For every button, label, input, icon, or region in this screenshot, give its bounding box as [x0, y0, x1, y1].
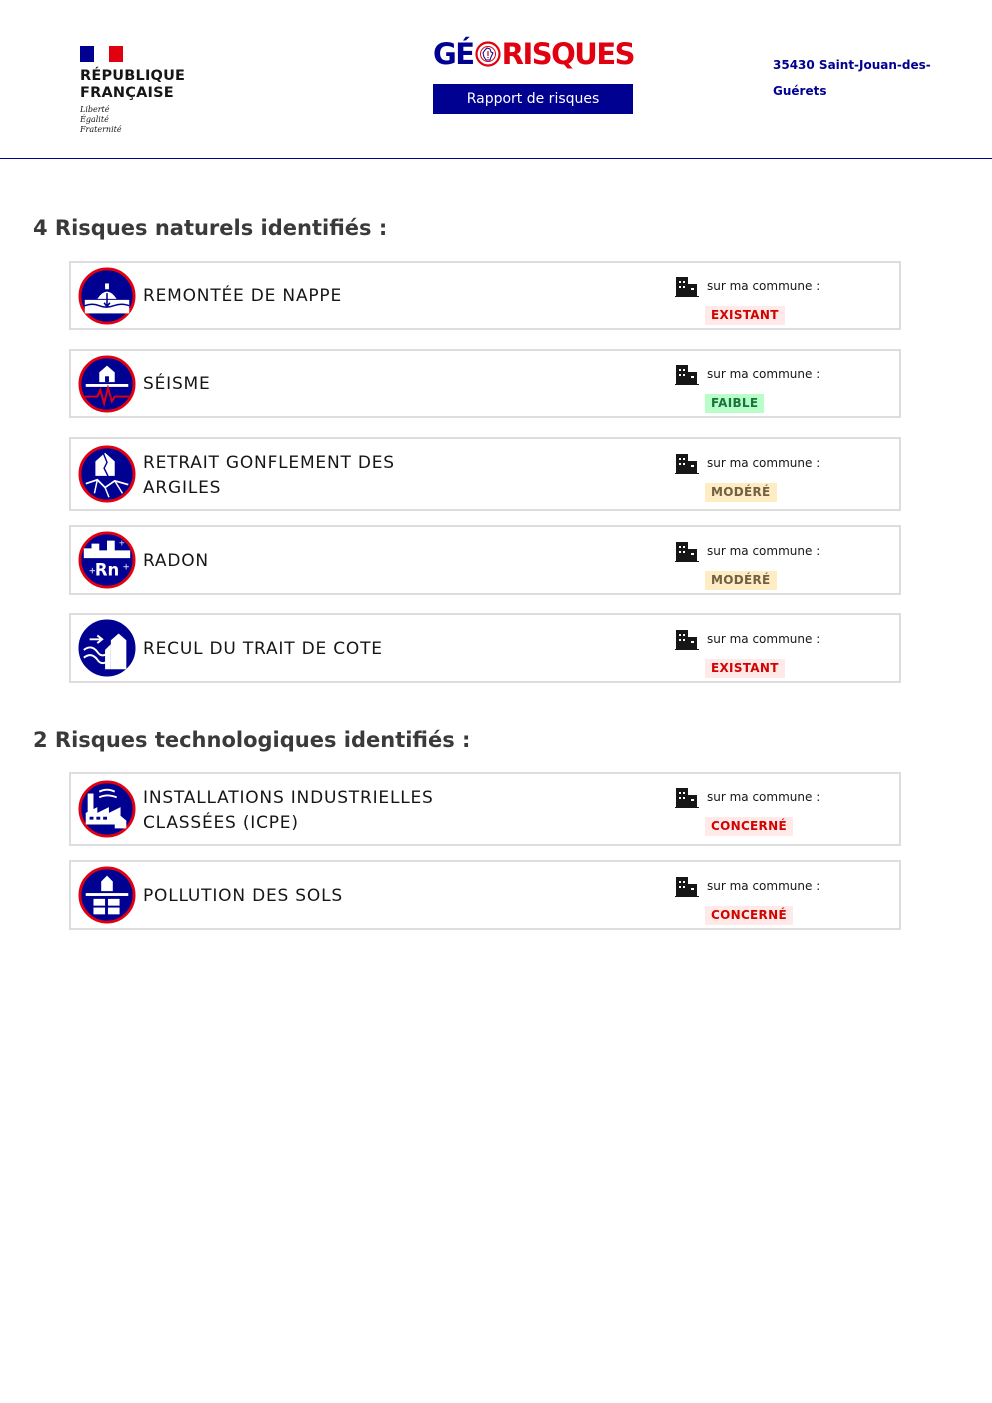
risk-card-retrait-gonflement-argiles: [69, 437, 901, 511]
coastline-retreat-icon: [78, 619, 136, 677]
risk-card-radon: [69, 525, 901, 595]
risk-card-recul-trait-cote: [69, 613, 901, 683]
risk-label: SÉISME: [143, 374, 211, 394]
building-icon: [675, 542, 699, 562]
commune-label: sur ma commune :: [707, 544, 821, 558]
risk-level-badge: MODÉRÉ: [705, 571, 777, 590]
risk-card-seisme: [69, 349, 901, 418]
republique-line-2: FRANÇAISE: [80, 85, 174, 101]
republique-francaise-logo: [80, 46, 185, 135]
risk-level-badge: CONCERNÉ: [705, 906, 793, 925]
building-icon: [675, 365, 699, 385]
logo-text-ge: GÉ: [433, 37, 474, 71]
risk-label: POLLUTION DES SOLS: [143, 886, 343, 906]
address-line-1: 35430 Saint-Jouan-des-: [773, 58, 931, 72]
address-line-2: Guérets: [773, 84, 827, 98]
risk-card-icpe: [69, 772, 901, 846]
risk-label: REMONTÉE DE NAPPE: [143, 286, 343, 306]
soil-pollution-icon: [78, 866, 136, 924]
risk-label-line-2: CLASSÉES (ICPE): [143, 813, 299, 833]
french-flag-icon: [80, 46, 123, 62]
motto: [80, 105, 185, 135]
motto-fraternite: Fraternité: [80, 125, 122, 134]
report-type-badge: Rapport de risques: [433, 84, 633, 114]
building-icon: [675, 630, 699, 650]
risk-label-line-1: INSTALLATIONS INDUSTRIELLES: [143, 788, 434, 808]
clay-shrink-swell-icon: [78, 445, 136, 503]
commune-label: sur ma commune :: [707, 879, 821, 893]
tech-risks-title: 2 Risques technologiques identifiés :: [33, 728, 471, 752]
earthquake-icon: [78, 355, 136, 413]
risk-label: RADON: [143, 551, 209, 571]
report-header: [0, 0, 992, 159]
svg-text:+: +: [118, 538, 126, 548]
address: [773, 52, 943, 104]
commune-label: sur ma commune :: [707, 790, 821, 804]
georisques-brand: [433, 36, 633, 114]
natural-risks-title: 4 Risques naturels identifiés :: [33, 216, 388, 240]
risk-level-badge: FAIBLE: [705, 394, 764, 413]
risk-level-badge: CONCERNÉ: [705, 817, 793, 836]
building-icon: [675, 788, 699, 808]
radon-symbol: Rn: [94, 560, 120, 580]
building-icon: [675, 277, 699, 297]
building-icon: [675, 454, 699, 474]
risk-level-badge: MODÉRÉ: [705, 483, 777, 502]
commune-label: sur ma commune :: [707, 367, 821, 381]
commune-label: sur ma commune :: [707, 279, 821, 293]
svg-text:+: +: [122, 562, 130, 573]
radon-icon: [78, 531, 136, 589]
risk-card-pollution-sols: [69, 860, 901, 930]
risk-card-remontee-nappe: [69, 261, 901, 330]
building-icon: [675, 877, 699, 897]
commune-label: sur ma commune :: [707, 456, 821, 470]
svg-text:+: +: [88, 566, 96, 577]
motto-egalite: Égalité: [80, 115, 109, 124]
logo-text-risques: RISQUES: [501, 37, 635, 71]
risk-label: RECUL DU TRAIT DE COTE: [143, 639, 383, 659]
groundwater-rise-icon: [78, 267, 136, 325]
risk-label: [143, 786, 434, 836]
georisques-logo: [433, 36, 633, 72]
risk-label: [143, 451, 395, 501]
risk-level-badge: EXISTANT: [705, 306, 785, 325]
republique-line-1: RÉPUBLIQUE: [80, 68, 186, 84]
commune-label: sur ma commune :: [707, 632, 821, 646]
industrial-installations-icon: [78, 780, 136, 838]
logo-map-icon: [475, 41, 501, 67]
risk-level-badge: EXISTANT: [705, 659, 785, 678]
motto-liberte: Liberté: [80, 105, 110, 114]
risk-label-line-2: ARGILES: [143, 478, 222, 498]
risk-label-line-1: RETRAIT GONFLEMENT DES: [143, 453, 395, 473]
